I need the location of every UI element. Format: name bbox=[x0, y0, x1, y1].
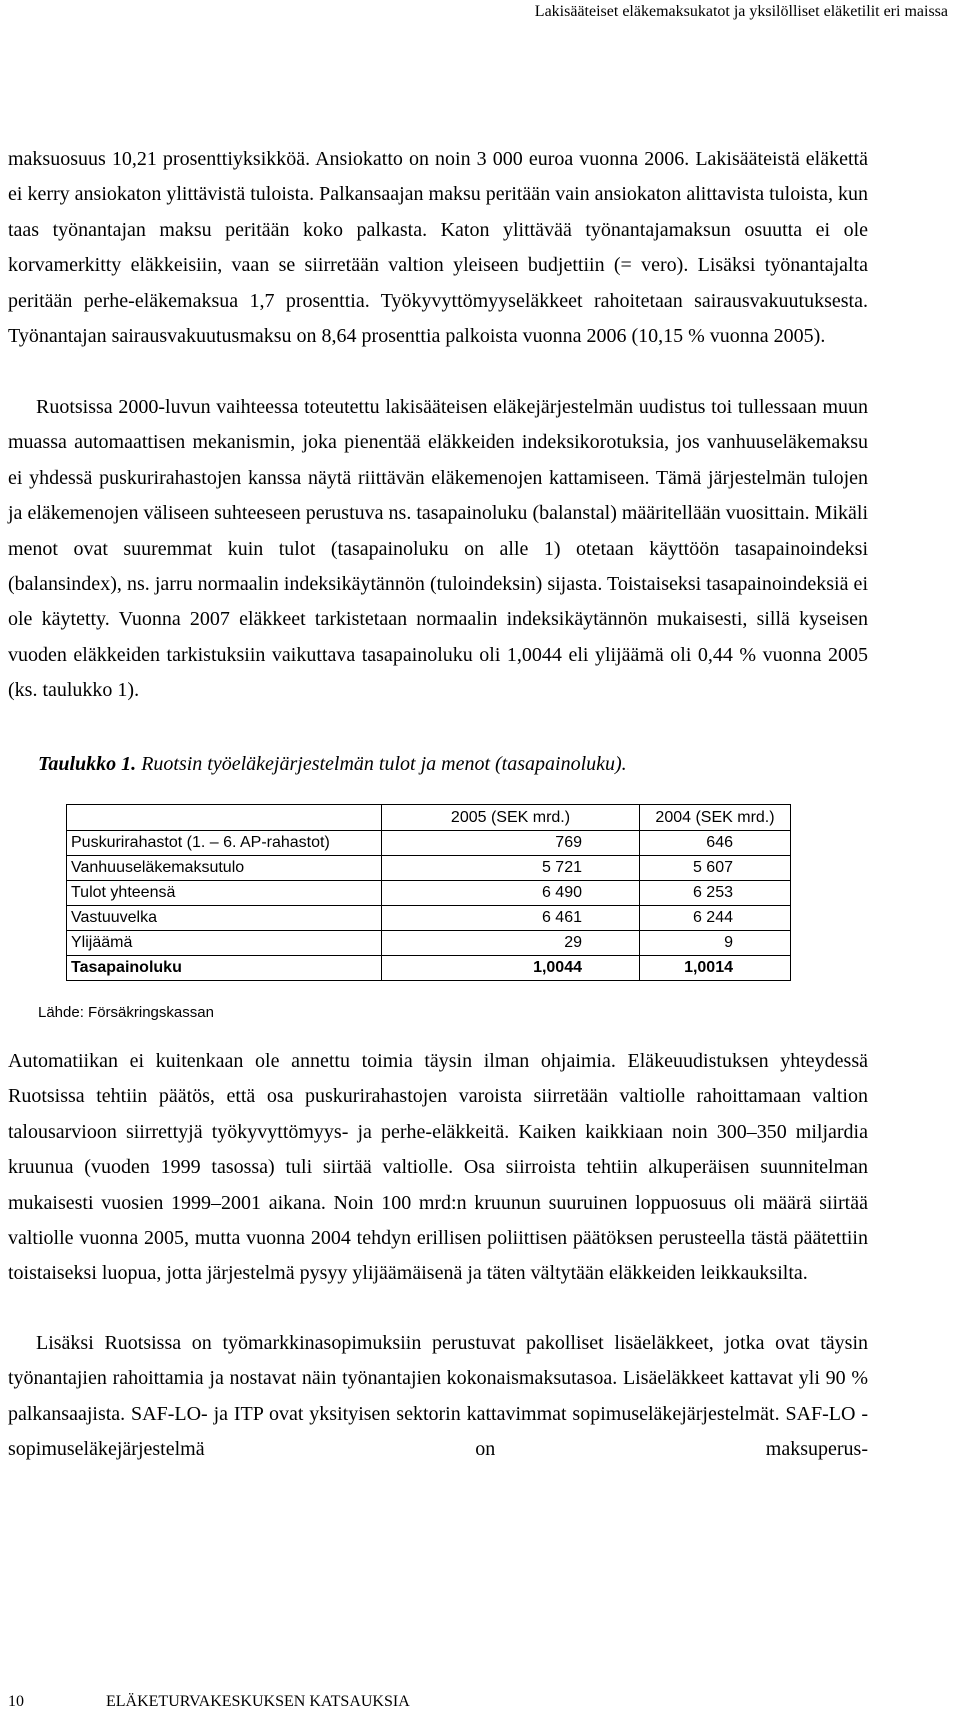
value-2004: 6 244 bbox=[640, 906, 791, 931]
value-2004: 9 bbox=[640, 931, 791, 956]
running-header: Lakisääteiset eläkemaksukatot ja yksilölliset eläketilit eri maissa bbox=[534, 3, 948, 20]
table-header-2005: 2005 (SEK mrd.) bbox=[382, 805, 640, 831]
table-header-2004: 2004 (SEK mrd.) bbox=[640, 805, 791, 831]
paragraph-1: maksuosuus 10,21 prosenttiyksikköä. Ansiokatto on noin 3 000 euroa vuonna 2006. Lakisääteistä eläkettä ei kerry ansiokaton ylittävistä tuloista. Palkansaajan maksu peritään vain ansiokaton alittavista tuloista, kun taas työnantajan maksu peritään koko palkasta. Katon ylittävää työnantajamaksun osuutta ei ole korvamerkitty eläkkeisiin, vaan se siirretään valtion yleiseen budjettiin (= vero). Lisäksi työnantajalta peritään perhe-eläkemaksua 1,7 prosenttia. Työkyvyttömyyseläkkeet rahoitetaan sairausvakuutuksesta. Työnantajan sairausvakuutusmaksu on 8,64 prosenttia palkoista vuonna 2006 (10,15 % vuonna 2005). bbox=[8, 148, 868, 348]
table-row bbox=[67, 831, 791, 856]
table-caption bbox=[38, 752, 627, 776]
value-2005: 6 461 bbox=[382, 906, 640, 931]
value-2005: 6 490 bbox=[382, 881, 640, 906]
table-row bbox=[67, 931, 791, 956]
table-row bbox=[67, 881, 791, 906]
row-label: Vastuuvelka bbox=[67, 906, 382, 931]
value-2004: 6 253 bbox=[640, 881, 791, 906]
table-row-total bbox=[67, 956, 791, 981]
value-2004: 5 607 bbox=[640, 856, 791, 881]
value-2005: 1,0044 bbox=[382, 956, 640, 981]
row-label: Ylijäämä bbox=[67, 931, 382, 956]
page-footer bbox=[8, 1693, 410, 1711]
paragraph-2: Ruotsissa 2000-luvun vaihteessa toteutettu lakisääteisen eläkejärjestelmän uudistus toi tullessaan muun muassa automaattisen mekanismin, joka pienentää eläkkeiden indeksikorotuksia, jos vanhuuseläkemaksu ei yhdessä puskurirahastojen kanssa näytä riittävän eläkemenojen kattamiseen. Tämä järjestelmän tulojen ja eläkemenojen väliseen suhteeseen perustuva ns. tasapainoluku (balanstal) määritellään vuosittain. Mikäli menot ovat suuremmat kuin tulot (tasapainoluku on alle 1) otetaan käyttöön tasapainoindeksi (balansindex), ns. jarru normaalin indeksikäytännön (tuloindeksin) sijasta. Toistaiseksi tasapainoindeksiä ei ole käytetty. Vuonna 2007 eläkkeet tarkistetaan normaalin indeksikäytännön mukaisesti, sillä kyseisen vuoden eläkkeiden tarkistuksiin vaikuttava tasapainoluku oli 1,0044 eli ylijäämä oli 0,44 % vuonna 2005 (ks. taulukko 1). bbox=[8, 396, 868, 702]
paragraph-3: Automatiikan ei kuitenkaan ole annettu toimia täysin ilman ohjaimia. Eläkeuudistuksen yhteydessä Ruotsissa tehtiin päätös, että osa puskurirahastojen varoista siirretään valtiolle rahoittamaan valtion talousarvioon siirrettyjä työkyvyttömyys- ja perhe-eläkkeitä. Kaiken kaikkiaan noin 300–350 miljardia kruunua (vuoden 1999 tasossa) tuli siirtää valtiolle. Osa siirroista tehtiin alkuperäisen suunnitelman mukaisesti vuosien 1999–2001 aikana. Noin 100 mrd:n kruunun suuruinen loppuosuus oli määrä siirtää valtiolle vuonna 2005, mutta vuonna 2004 tehdyn erillisen poliittisen päätöksen perusteella tästä päätettiin toistaiseksi luopua, jotta järjestelmä pysyy ylijäämäisenä ja täten vältytään eläkkeiden leikkauksilta. bbox=[8, 1050, 868, 1285]
table-source: Lähde: Försäkringskassan bbox=[38, 1004, 214, 1021]
table-caption-text: Ruotsin työeläkejärjestelmän tulot ja menot (tasapainoluku). bbox=[141, 753, 627, 775]
paragraph-4: Lisäksi Ruotsissa on työmarkkinasopimuksiin perustuvat pakolliset lisäeläkkeet, jotka ovat täysin työnantajien rahoittamia ja nostavat näin työnantajien kokonaismaksutasoa. Lisäeläkkeet kattavat yli 90 % palkansaajista. SAF-LO- ja ITP ovat yksityisen sektorin kattavimmat sopimuseläkejärjestelmät. SAF-LO -sopimuseläkejärjestelmä on maksuperus- bbox=[8, 1332, 868, 1461]
value-2005: 769 bbox=[382, 831, 640, 856]
table-row bbox=[67, 856, 791, 881]
table-caption-label: Taulukko 1. bbox=[38, 753, 137, 775]
table-row bbox=[67, 906, 791, 931]
value-2004: 1,0014 bbox=[640, 956, 791, 981]
value-2004: 646 bbox=[640, 831, 791, 856]
table-header-empty bbox=[67, 805, 382, 831]
page-number: 10 bbox=[8, 1693, 24, 1710]
value-2005: 29 bbox=[382, 931, 640, 956]
value-2005: 5 721 bbox=[382, 856, 640, 881]
row-label: Vanhuuseläkemaksutulo bbox=[67, 856, 382, 881]
publication-name: ELÄKETURVAKESKUKSEN KATSAUKSIA bbox=[106, 1693, 410, 1710]
row-label: Tasapainoluku bbox=[67, 956, 382, 981]
balance-table bbox=[66, 804, 791, 981]
row-label: Tulot yhteensä bbox=[67, 881, 382, 906]
table-header-row bbox=[67, 805, 791, 831]
row-label: Puskurirahastot (1. – 6. AP-rahastot) bbox=[67, 831, 382, 856]
